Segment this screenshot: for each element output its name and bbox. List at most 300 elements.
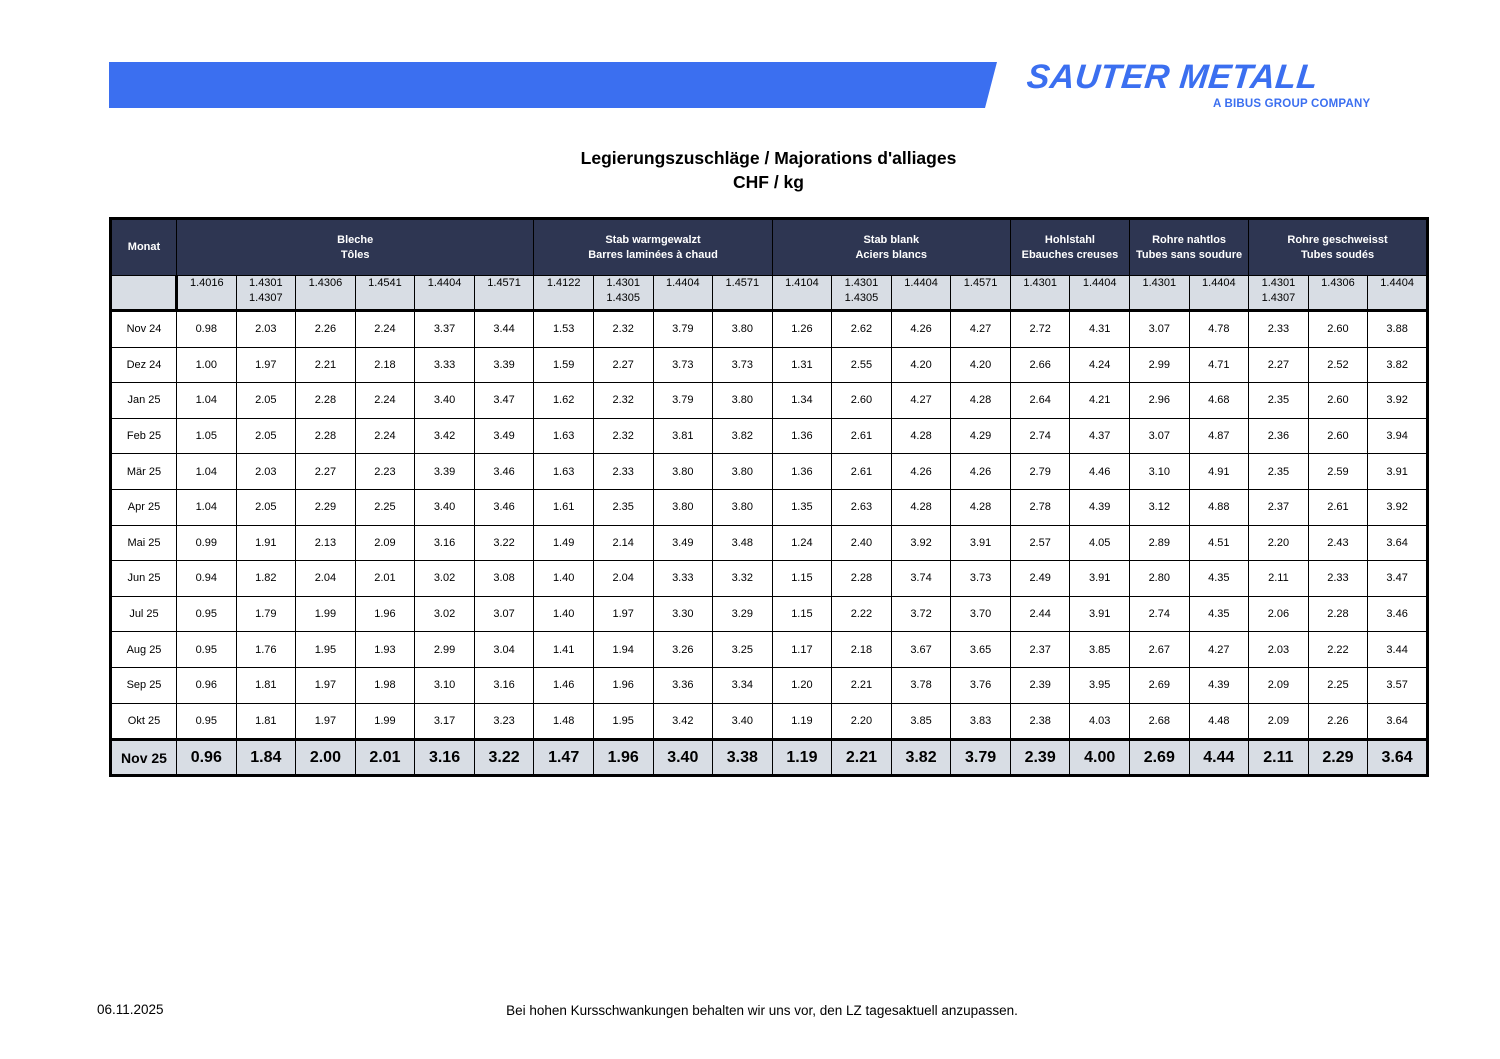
value-cell: 3.85 xyxy=(1070,632,1130,668)
value-cell: 3.44 xyxy=(1368,632,1428,668)
value-cell: 1.97 xyxy=(296,703,356,740)
grade-code: 1.4404 xyxy=(1202,277,1236,289)
value-cell: 2.79 xyxy=(1010,454,1070,490)
value-cell: 3.81 xyxy=(653,418,713,454)
grade-cell xyxy=(1308,276,1368,311)
value-cell: 1.04 xyxy=(177,489,237,525)
grade-cell xyxy=(1010,276,1070,311)
grade-cell xyxy=(832,276,892,311)
value-cell: 2.32 xyxy=(593,383,653,419)
month-cell: Sep 25 xyxy=(111,667,177,703)
value-cell: 1.84 xyxy=(236,740,296,776)
value-cell: 4.28 xyxy=(891,489,951,525)
value-cell: 2.57 xyxy=(1010,525,1070,561)
value-cell: 2.78 xyxy=(1010,489,1070,525)
value-cell: 3.80 xyxy=(713,383,773,419)
value-cell: 1.82 xyxy=(236,561,296,597)
value-cell: 2.18 xyxy=(832,632,892,668)
value-cell: 3.40 xyxy=(415,489,475,525)
value-cell: 2.59 xyxy=(1308,454,1368,490)
value-cell: 1.15 xyxy=(772,596,832,632)
value-cell: 1.36 xyxy=(772,454,832,490)
value-cell: 3.57 xyxy=(1368,667,1428,703)
value-cell: 1.79 xyxy=(236,596,296,632)
group-name-fr: Ebauches creuses xyxy=(1021,248,1119,261)
value-cell: 2.96 xyxy=(1130,383,1190,419)
value-cell: 1.24 xyxy=(772,525,832,561)
value-cell: 3.38 xyxy=(713,740,773,776)
grade-code: 1.4301 xyxy=(1261,277,1296,289)
grade-code: 1.4571 xyxy=(963,277,998,289)
value-cell: 2.61 xyxy=(832,418,892,454)
grade-code: 1.4301 xyxy=(606,277,641,289)
value-cell: 4.27 xyxy=(1189,632,1249,668)
value-cell: 2.63 xyxy=(832,489,892,525)
value-cell: 2.29 xyxy=(1308,740,1368,776)
value-cell: 1.91 xyxy=(236,525,296,561)
value-cell: 4.26 xyxy=(891,454,951,490)
value-cell: 3.44 xyxy=(474,311,534,348)
value-cell: 2.33 xyxy=(1249,311,1309,348)
group-name-fr: Tubes sans soudure xyxy=(1135,248,1243,261)
value-cell: 3.72 xyxy=(891,596,951,632)
value-cell: 4.29 xyxy=(951,418,1011,454)
grade-code: 1.4307 xyxy=(249,292,283,304)
value-cell: 3.02 xyxy=(415,596,475,632)
value-cell: 4.44 xyxy=(1189,740,1249,776)
month-cell: Dez 24 xyxy=(111,347,177,383)
value-cell: 2.72 xyxy=(1010,311,1070,348)
value-cell: 2.09 xyxy=(1249,667,1309,703)
value-cell: 1.97 xyxy=(593,596,653,632)
grade-code: 1.4306 xyxy=(1321,277,1355,289)
value-cell: 4.26 xyxy=(891,311,951,348)
value-cell: 4.20 xyxy=(951,347,1011,383)
value-cell: 3.49 xyxy=(474,418,534,454)
value-cell: 4.78 xyxy=(1189,311,1249,348)
table-row xyxy=(111,418,1428,454)
grade-code: 1.4404 xyxy=(1082,277,1117,289)
grade-cell xyxy=(653,276,713,311)
value-cell: 3.16 xyxy=(415,525,475,561)
grade-cell xyxy=(593,276,653,311)
value-cell: 1.81 xyxy=(236,703,296,740)
value-cell: 1.15 xyxy=(772,561,832,597)
value-cell: 2.27 xyxy=(593,347,653,383)
value-cell: 4.37 xyxy=(1070,418,1130,454)
value-cell: 4.71 xyxy=(1189,347,1249,383)
month-cell: Nov 25 xyxy=(111,740,177,776)
value-cell: 3.40 xyxy=(713,703,773,740)
value-cell: 3.80 xyxy=(713,311,773,348)
value-cell: 2.38 xyxy=(1010,703,1070,740)
table-row xyxy=(111,632,1428,668)
value-cell: 3.91 xyxy=(1368,454,1428,490)
value-cell: 2.40 xyxy=(832,525,892,561)
value-cell: 1.19 xyxy=(772,703,832,740)
group-header-row xyxy=(111,219,1428,276)
value-cell: 2.66 xyxy=(1010,347,1070,383)
current-month-row xyxy=(111,740,1428,776)
value-cell: 2.11 xyxy=(1249,561,1309,597)
header-banner xyxy=(109,62,997,108)
month-cell: Jan 25 xyxy=(111,383,177,419)
table-row xyxy=(111,311,1428,348)
value-cell: 1.26 xyxy=(772,311,832,348)
value-cell: 3.47 xyxy=(474,383,534,419)
value-cell: 4.35 xyxy=(1189,596,1249,632)
value-cell: 2.69 xyxy=(1130,667,1190,703)
page-title xyxy=(0,146,1500,194)
value-cell: 2.36 xyxy=(1249,418,1309,454)
value-cell: 3.46 xyxy=(1368,596,1428,632)
value-cell: 3.04 xyxy=(474,632,534,668)
value-cell: 1.63 xyxy=(534,418,594,454)
grade-code: 1.4404 xyxy=(1380,277,1414,289)
value-cell: 2.05 xyxy=(236,383,296,419)
group-name-de: Bleche xyxy=(337,233,374,246)
group-header xyxy=(1010,219,1129,276)
value-cell: 1.31 xyxy=(772,347,832,383)
value-cell: 2.35 xyxy=(1249,383,1309,419)
value-cell: 1.46 xyxy=(534,667,594,703)
value-cell: 1.97 xyxy=(296,667,356,703)
value-cell: 3.36 xyxy=(653,667,713,703)
value-cell: 2.33 xyxy=(1308,561,1368,597)
value-cell: 3.42 xyxy=(415,418,475,454)
grade-code: 1.4122 xyxy=(546,277,581,289)
value-cell: 2.61 xyxy=(1308,489,1368,525)
value-cell: 3.79 xyxy=(653,311,713,348)
value-cell: 1.97 xyxy=(236,347,296,383)
value-cell: 1.04 xyxy=(177,454,237,490)
value-cell: 0.96 xyxy=(177,667,237,703)
value-cell: 2.61 xyxy=(832,454,892,490)
value-cell: 3.40 xyxy=(653,740,713,776)
value-cell: 3.30 xyxy=(653,596,713,632)
value-cell: 4.21 xyxy=(1070,383,1130,419)
value-cell: 2.55 xyxy=(832,347,892,383)
value-cell: 3.91 xyxy=(1070,596,1130,632)
value-cell: 3.23 xyxy=(474,703,534,740)
value-cell: 1.62 xyxy=(534,383,594,419)
value-cell: 3.46 xyxy=(474,454,534,490)
value-cell: 1.20 xyxy=(772,667,832,703)
value-cell: 2.37 xyxy=(1249,489,1309,525)
group-name-de: Hohlstahl xyxy=(1044,233,1095,246)
value-cell: 4.28 xyxy=(951,489,1011,525)
value-cell: 3.85 xyxy=(891,703,951,740)
table-row xyxy=(111,561,1428,597)
value-cell: 3.02 xyxy=(415,561,475,597)
value-cell: 2.62 xyxy=(832,311,892,348)
grade-code: 1.4301 xyxy=(1023,277,1057,289)
group-name-de: Rohre nahtlos xyxy=(1152,233,1227,246)
value-cell: 4.31 xyxy=(1070,311,1130,348)
value-cell: 3.33 xyxy=(653,561,713,597)
value-cell: 1.61 xyxy=(534,489,594,525)
value-cell: 1.93 xyxy=(355,632,415,668)
value-cell: 2.05 xyxy=(236,418,296,454)
value-cell: 3.73 xyxy=(713,347,773,383)
value-cell: 4.87 xyxy=(1189,418,1249,454)
value-cell: 3.64 xyxy=(1368,525,1428,561)
value-cell: 3.16 xyxy=(415,740,475,776)
month-cell: Nov 24 xyxy=(111,311,177,348)
value-cell: 3.34 xyxy=(713,667,773,703)
group-name-fr: Aciers blancs xyxy=(855,248,928,261)
value-cell: 2.05 xyxy=(236,489,296,525)
value-cell: 3.94 xyxy=(1368,418,1428,454)
value-cell: 3.49 xyxy=(653,525,713,561)
value-cell: 3.39 xyxy=(474,347,534,383)
value-cell: 4.24 xyxy=(1070,347,1130,383)
group-name-de: Rohre geschweisst xyxy=(1287,233,1388,246)
table-row xyxy=(111,383,1428,419)
value-cell: 3.83 xyxy=(951,703,1011,740)
value-cell: 3.76 xyxy=(951,667,1011,703)
value-cell: 1.99 xyxy=(296,596,356,632)
value-cell: 4.51 xyxy=(1189,525,1249,561)
grade-code: 1.4016 xyxy=(189,277,224,289)
value-cell: 3.08 xyxy=(474,561,534,597)
value-cell: 4.27 xyxy=(951,311,1011,348)
grade-code: 1.4301 xyxy=(1142,277,1177,289)
value-cell: 1.59 xyxy=(534,347,594,383)
grade-cell xyxy=(1249,276,1309,311)
value-cell: 2.28 xyxy=(832,561,892,597)
value-cell: 2.22 xyxy=(832,596,892,632)
month-column-header: Monat xyxy=(111,219,177,276)
value-cell: 2.06 xyxy=(1249,596,1309,632)
value-cell: 2.99 xyxy=(415,632,475,668)
value-cell: 0.95 xyxy=(177,596,237,632)
value-cell: 2.23 xyxy=(355,454,415,490)
value-cell: 2.09 xyxy=(1249,703,1309,740)
value-cell: 3.10 xyxy=(1130,454,1190,490)
value-cell: 4.20 xyxy=(891,347,951,383)
grade-cell xyxy=(415,276,475,311)
value-cell: 2.09 xyxy=(355,525,415,561)
group-header xyxy=(772,219,1010,276)
value-cell: 2.21 xyxy=(832,740,892,776)
value-cell: 1.81 xyxy=(236,667,296,703)
value-cell: 3.80 xyxy=(713,489,773,525)
value-cell: 2.26 xyxy=(1308,703,1368,740)
value-cell: 2.32 xyxy=(593,418,653,454)
value-cell: 2.21 xyxy=(296,347,356,383)
group-name-fr: Tôles xyxy=(340,248,370,261)
value-cell: 3.91 xyxy=(1070,561,1130,597)
group-header xyxy=(1249,219,1428,276)
value-cell: 3.26 xyxy=(653,632,713,668)
value-cell: 2.33 xyxy=(593,454,653,490)
value-cell: 3.07 xyxy=(1130,311,1190,348)
value-cell: 3.82 xyxy=(713,418,773,454)
value-cell: 2.24 xyxy=(355,311,415,348)
value-cell: 2.32 xyxy=(593,311,653,348)
grade-cell xyxy=(1070,276,1130,311)
value-cell: 3.82 xyxy=(1368,347,1428,383)
grade-cell xyxy=(1368,276,1428,311)
grade-code: 1.4306 xyxy=(308,277,343,289)
value-cell: 4.35 xyxy=(1189,561,1249,597)
grade-code: 1.4571 xyxy=(487,277,521,289)
value-cell: 2.21 xyxy=(832,667,892,703)
value-cell: 2.74 xyxy=(1010,418,1070,454)
value-cell: 2.64 xyxy=(1010,383,1070,419)
value-cell: 3.32 xyxy=(713,561,773,597)
value-cell: 4.46 xyxy=(1070,454,1130,490)
grade-code: 1.4301 xyxy=(249,277,283,289)
value-cell: 1.35 xyxy=(772,489,832,525)
value-cell: 2.28 xyxy=(1308,596,1368,632)
value-cell: 3.65 xyxy=(951,632,1011,668)
value-cell: 3.73 xyxy=(653,347,713,383)
value-cell: 4.05 xyxy=(1070,525,1130,561)
grade-cell xyxy=(177,276,237,311)
value-cell: 1.04 xyxy=(177,383,237,419)
value-cell: 3.37 xyxy=(415,311,475,348)
value-cell: 4.68 xyxy=(1189,383,1249,419)
value-cell: 3.82 xyxy=(891,740,951,776)
value-cell: 2.74 xyxy=(1130,596,1190,632)
grade-cell xyxy=(1189,276,1249,311)
value-cell: 2.60 xyxy=(1308,383,1368,419)
value-cell: 3.88 xyxy=(1368,311,1428,348)
value-cell: 3.64 xyxy=(1368,703,1428,740)
value-cell: 2.28 xyxy=(296,418,356,454)
value-cell: 2.44 xyxy=(1010,596,1070,632)
month-cell: Jun 25 xyxy=(111,561,177,597)
value-cell: 2.27 xyxy=(296,454,356,490)
value-cell: 3.79 xyxy=(653,383,713,419)
grade-header-blank xyxy=(111,276,177,311)
table-row xyxy=(111,667,1428,703)
value-cell: 2.04 xyxy=(296,561,356,597)
month-cell: Mär 25 xyxy=(111,454,177,490)
value-cell: 3.70 xyxy=(951,596,1011,632)
value-cell: 4.88 xyxy=(1189,489,1249,525)
value-cell: 2.01 xyxy=(355,740,415,776)
value-cell: 2.35 xyxy=(1249,454,1309,490)
month-cell: Mai 25 xyxy=(111,525,177,561)
grade-cell xyxy=(474,276,534,311)
grade-header-row xyxy=(111,276,1428,311)
group-header xyxy=(177,219,534,276)
table-row xyxy=(111,489,1428,525)
value-cell: 4.39 xyxy=(1189,667,1249,703)
grade-code: 1.4404 xyxy=(904,277,938,289)
value-cell: 2.99 xyxy=(1130,347,1190,383)
value-cell: 2.52 xyxy=(1308,347,1368,383)
value-cell: 2.25 xyxy=(1308,667,1368,703)
value-cell: 2.60 xyxy=(1308,311,1368,348)
table-row xyxy=(111,703,1428,740)
value-cell: 4.28 xyxy=(951,383,1011,419)
title-line-2: CHF / kg xyxy=(733,172,804,192)
value-cell: 3.73 xyxy=(951,561,1011,597)
value-cell: 3.25 xyxy=(713,632,773,668)
value-cell: 2.28 xyxy=(296,383,356,419)
value-cell: 1.99 xyxy=(355,703,415,740)
value-cell: 1.96 xyxy=(593,740,653,776)
grade-code: 1.4104 xyxy=(785,277,819,289)
value-cell: 3.78 xyxy=(891,667,951,703)
value-cell: 2.37 xyxy=(1010,632,1070,668)
footer-date: 06.11.2025 xyxy=(97,1002,164,1017)
value-cell: 3.92 xyxy=(1368,489,1428,525)
value-cell: 3.47 xyxy=(1368,561,1428,597)
value-cell: 2.26 xyxy=(296,311,356,348)
value-cell: 2.39 xyxy=(1010,740,1070,776)
month-cell: Aug 25 xyxy=(111,632,177,668)
value-cell: 2.22 xyxy=(1308,632,1368,668)
month-cell: Feb 25 xyxy=(111,418,177,454)
group-name-fr: Barres laminées à chaud xyxy=(588,248,718,261)
value-cell: 1.17 xyxy=(772,632,832,668)
group-header xyxy=(534,219,772,276)
value-cell: 0.94 xyxy=(177,561,237,597)
value-cell: 2.69 xyxy=(1130,740,1190,776)
value-cell: 2.49 xyxy=(1010,561,1070,597)
value-cell: 3.80 xyxy=(713,454,773,490)
value-cell: 2.20 xyxy=(1249,525,1309,561)
value-cell: 1.36 xyxy=(772,418,832,454)
value-cell: 3.80 xyxy=(653,489,713,525)
value-cell: 2.01 xyxy=(355,561,415,597)
value-cell: 3.92 xyxy=(1368,383,1428,419)
value-cell: 1.49 xyxy=(534,525,594,561)
grade-cell xyxy=(1130,276,1190,311)
value-cell: 2.43 xyxy=(1308,525,1368,561)
value-cell: 1.40 xyxy=(534,596,594,632)
value-cell: 3.40 xyxy=(415,383,475,419)
grade-code: 1.4571 xyxy=(725,277,760,289)
month-cell: Apr 25 xyxy=(111,489,177,525)
value-cell: 2.60 xyxy=(832,383,892,419)
table-row xyxy=(111,347,1428,383)
value-cell: 4.03 xyxy=(1070,703,1130,740)
value-cell: 3.74 xyxy=(891,561,951,597)
value-cell: 2.04 xyxy=(593,561,653,597)
value-cell: 3.17 xyxy=(415,703,475,740)
footer-note: Bei hohen Kursschwankungen behalten wir uns vor, den LZ tagesaktuell anzupassen. xyxy=(506,1003,1018,1018)
brand-logo xyxy=(1025,58,1385,110)
value-cell: 3.80 xyxy=(653,454,713,490)
value-cell: 1.63 xyxy=(534,454,594,490)
value-cell: 2.24 xyxy=(355,418,415,454)
value-cell: 1.40 xyxy=(534,561,594,597)
value-cell: 2.20 xyxy=(832,703,892,740)
value-cell: 4.39 xyxy=(1070,489,1130,525)
value-cell: 2.35 xyxy=(593,489,653,525)
value-cell: 2.24 xyxy=(355,383,415,419)
value-cell: 3.91 xyxy=(951,525,1011,561)
group-header xyxy=(1130,219,1249,276)
value-cell: 0.99 xyxy=(177,525,237,561)
grade-cell xyxy=(713,276,773,311)
value-cell: 1.96 xyxy=(355,596,415,632)
value-cell: 2.13 xyxy=(296,525,356,561)
value-cell: 2.60 xyxy=(1308,418,1368,454)
value-cell: 1.53 xyxy=(534,311,594,348)
value-cell: 2.03 xyxy=(236,311,296,348)
value-cell: 4.91 xyxy=(1189,454,1249,490)
value-cell: 2.18 xyxy=(355,347,415,383)
table-row xyxy=(111,596,1428,632)
grade-cell xyxy=(355,276,415,311)
